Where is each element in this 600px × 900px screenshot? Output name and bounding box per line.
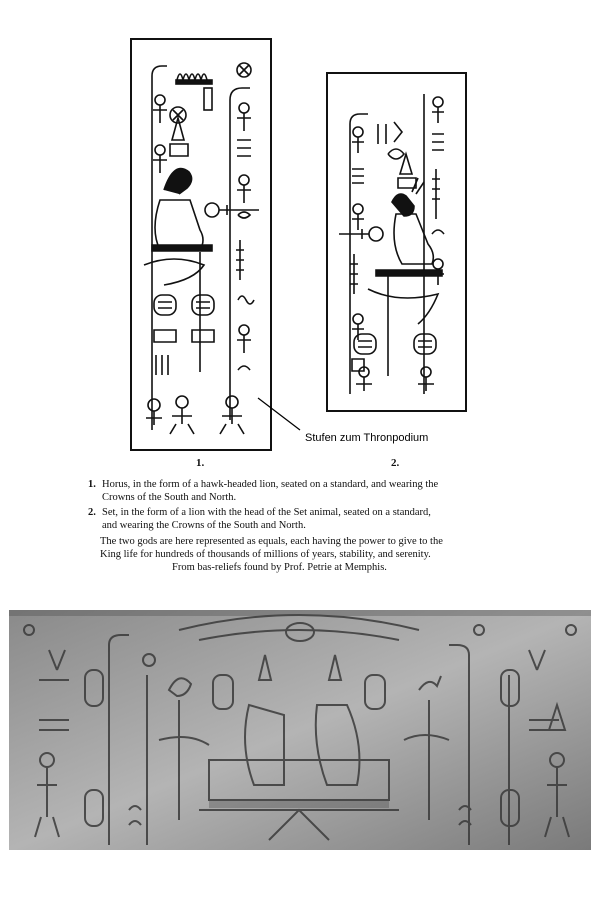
figure-number-2: 2. xyxy=(391,457,400,469)
figure-number-1: 1. xyxy=(196,457,205,469)
caption-item-1-line1: Horus, in the form of a hawk-headed lion, seated on a standard, and wearing the xyxy=(102,479,439,490)
caption-item-1-number: 1. xyxy=(88,479,96,490)
relief-photograph-image xyxy=(9,610,591,850)
callout-label: Stufen zum Thronpodium xyxy=(305,432,429,444)
caption-note-line2: King life for hundreds of thousands of millions of years, stability, and serenity. xyxy=(100,549,431,560)
caption-source: From bas-reliefs found by Prof. Petrie at Memphis. xyxy=(172,562,387,573)
caption-item-2-number: 2. xyxy=(88,507,96,518)
caption-item-1 xyxy=(88,478,518,504)
caption-item-1-line2: Crowns of the South and North. xyxy=(102,492,237,503)
relief-drawing-set xyxy=(326,72,467,412)
caption-item-2-line1: Set, in the form of a lion with the head of the Set animal, seated on a standard, xyxy=(102,507,431,518)
caption-item-2 xyxy=(88,506,518,532)
set-illustration xyxy=(328,74,465,410)
caption-note-line1: The two gods are here represented as equals, each having the power to give to the xyxy=(100,536,443,547)
relief-photograph xyxy=(9,610,591,850)
relief-drawing-horus xyxy=(130,38,272,451)
caption-item-2-line2: and wearing the Crowns of the South and North. xyxy=(102,520,306,531)
caption-note xyxy=(100,535,515,561)
horus-illustration xyxy=(132,40,270,449)
